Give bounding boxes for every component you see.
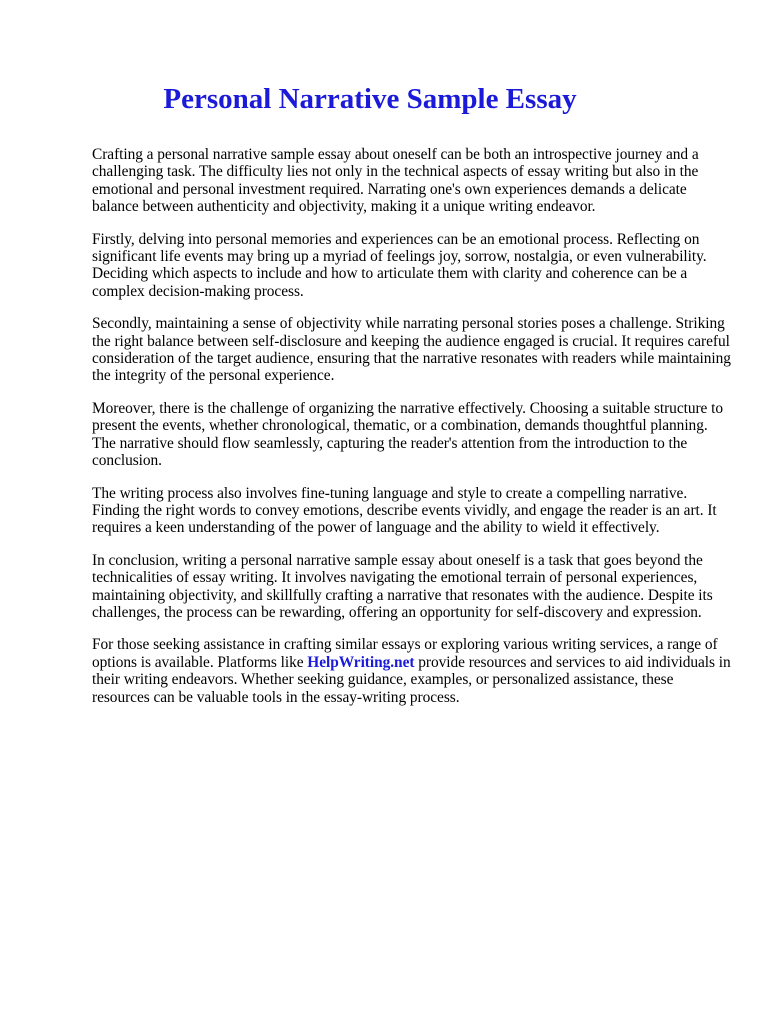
paragraph-conclusion: In conclusion, writing a personal narrative sample essay about oneself is a task that goes beyond the technicalities of essay writing. It involves navigating the emotional terrain of personal experiences, maintaining objectivity, and skillfully crafting a narrative that resonates with the audience. Despite its challenges, the process can be rewarding, offering an opportunity for self-discovery and expression. bbox=[92, 551, 713, 621]
assistance-text-after-link: provide resources and services to aid individuals in their writing endeavors. Whether seeking guidance, examples, or personalized assistance, these resources can be valuable tools in the essay-writing process. bbox=[92, 653, 731, 706]
assistance-text-before-link: For those seeking assistance in crafting similar essays or exploring various writing services, a range of options is available. Platforms like bbox=[92, 636, 718, 671]
paragraph-firstly: Firstly, delving into personal memories and experiences can be an emotional process. Reflecting on significant life events may bring up a myriad of feelings joy, sorrow, nostalgia, or even vulnerability. Deciding which aspects to include and how to articulate them with clarity and coherence can be a complex decision-making process. bbox=[92, 230, 707, 300]
helpwriting-link[interactable]: HelpWriting.net bbox=[307, 653, 415, 671]
paragraph-writing-process: The writing process also involves fine-tuning language and style to create a compelling narrative. Finding the right words to convey emotions, describe events vividly, and engage the reader is an art. It requires a keen understanding of the power of language and the ability to wield it effectively. bbox=[92, 484, 717, 537]
essay-body bbox=[92, 146, 732, 706]
paragraph-assistance bbox=[92, 636, 732, 706]
paragraph-moreover: Moreover, there is the challenge of organizing the narrative effectively. Choosing a suitable structure to present the events, whether chronological, thematic, or a combination, demands thoughtful planning. The narrative should flow seamlessly, capturing the reader's attention from the introduction to the conclusion. bbox=[92, 399, 724, 470]
page-title: Personal Narrative Sample Essay bbox=[163, 83, 577, 115]
paragraph-secondly: Secondly, maintaining a sense of objectivity while narrating personal stories poses a challenge. Striking the right balance between self-disclosure and keeping the audience engaged is crucial. It requires careful consideration of the target audience, ensuring that the narrative resonates with readers while maintaining the integrity of the personal experience. bbox=[92, 315, 731, 385]
paragraph-intro: Crafting a personal narrative sample essay about oneself can be both an introspective journey and a challenging task. The difficulty lies not only in the technical aspects of essay writing but also in the emotional and personal investment required. Narrating one's own experiences demands a delicate balance between authenticity and objectivity, making it a unique writing endeavor. bbox=[92, 146, 699, 216]
